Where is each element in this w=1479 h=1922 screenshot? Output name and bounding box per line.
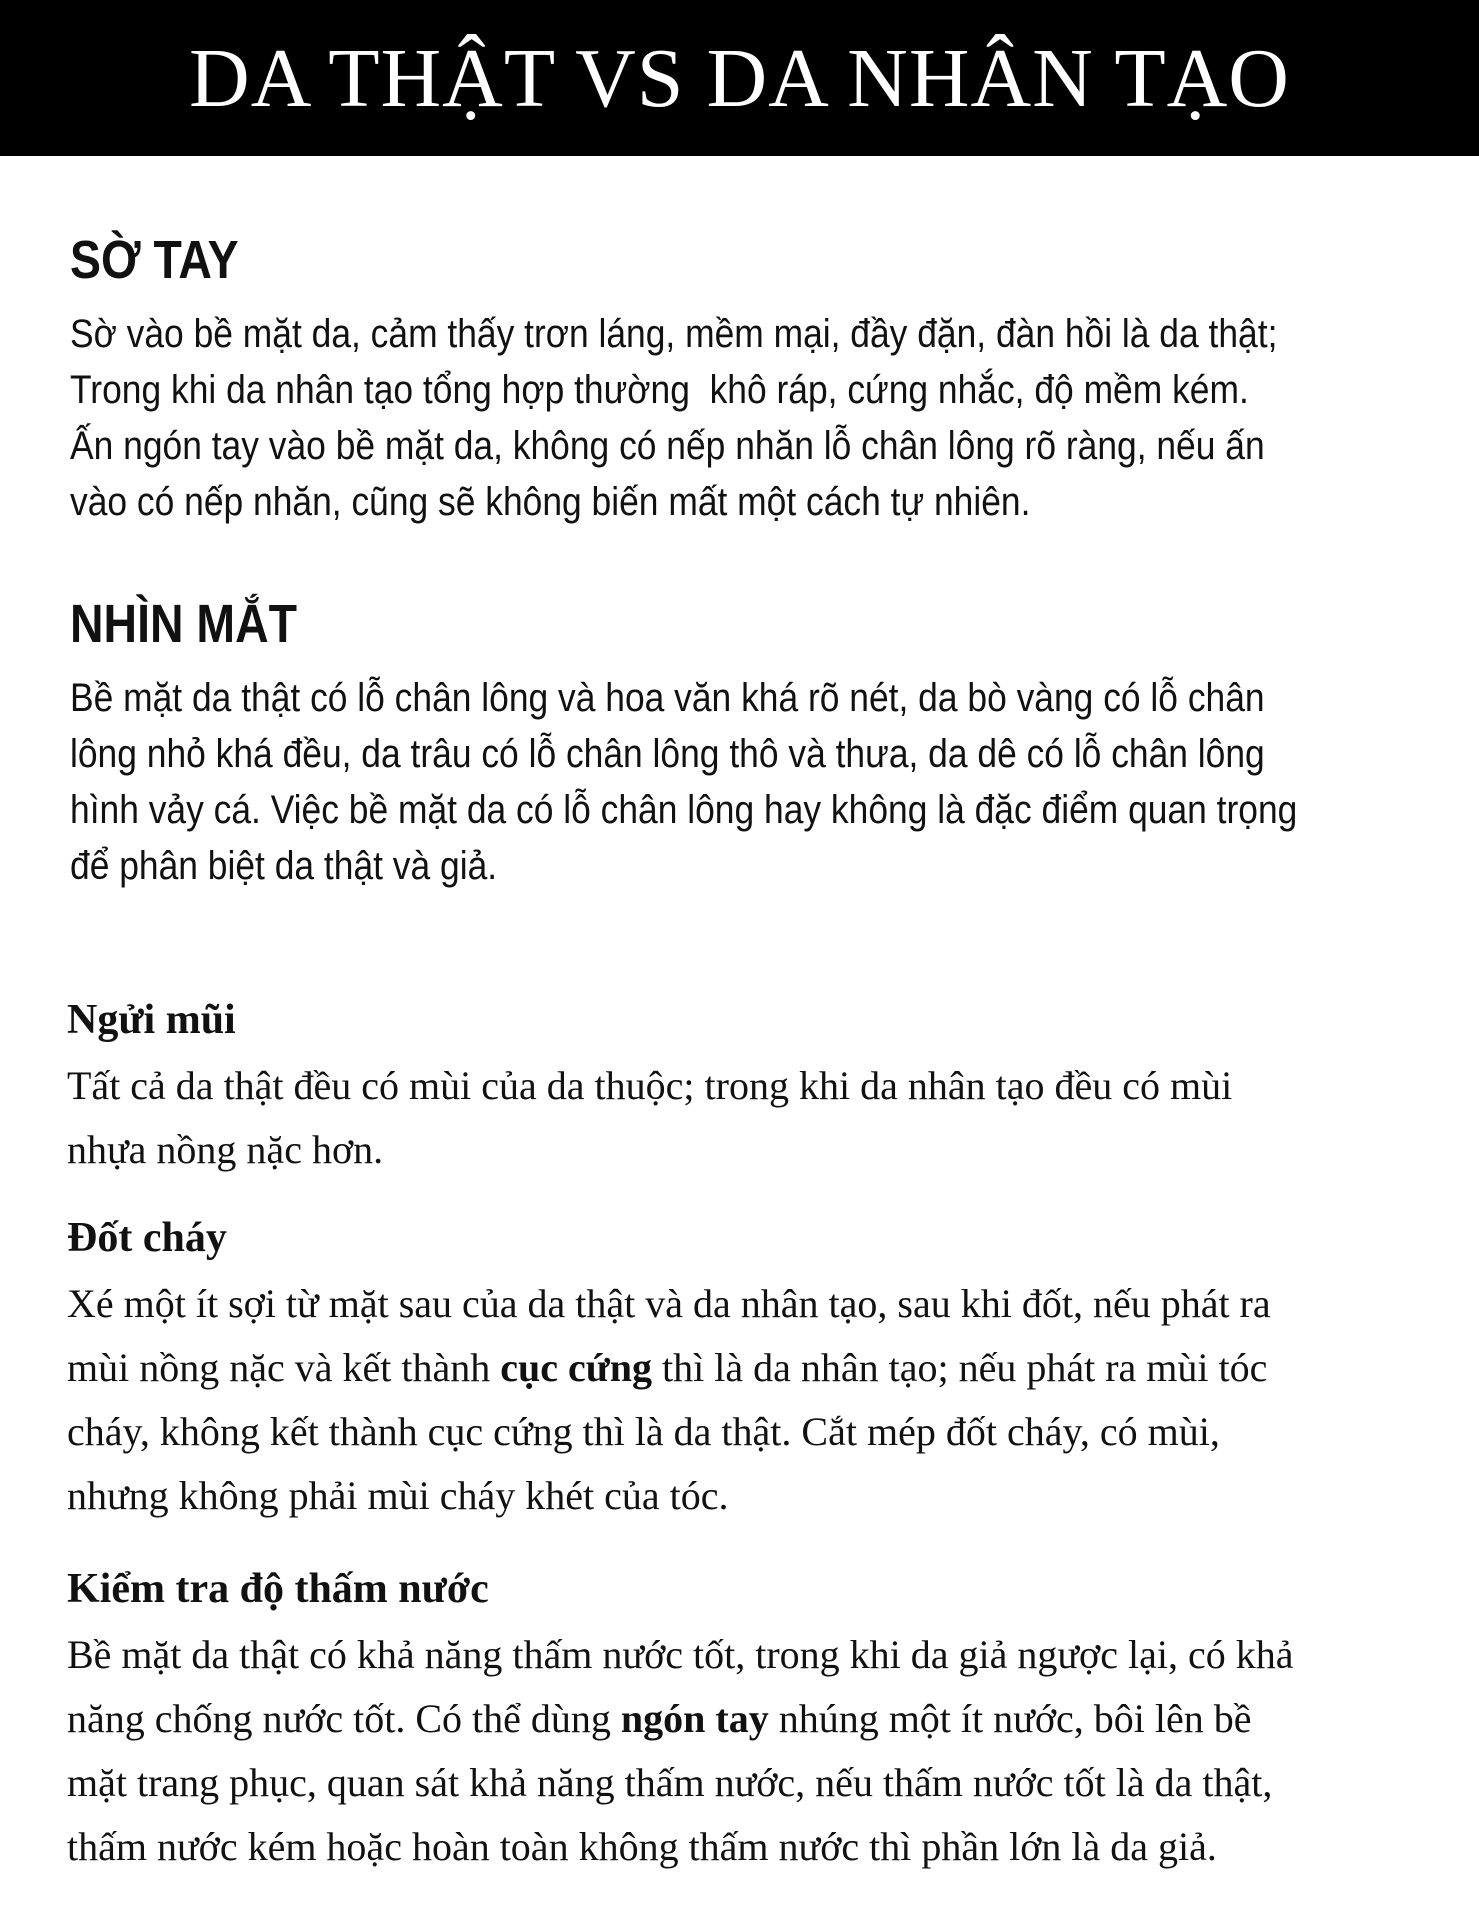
section-heading: SỜ TAY	[70, 230, 239, 290]
paragraph-line: hình vảy cá. Việc bề mặt da có lỗ chân lông hay không là đặc điểm quan trọng	[70, 788, 1298, 832]
text-run: nhúng một ít nước, bôi lên bề	[768, 1696, 1252, 1741]
section-heading: Ngửi mũi	[67, 997, 236, 1043]
section-heading: Đốt cháy	[67, 1215, 227, 1261]
section-burn	[67, 1210, 1271, 1528]
text-run: năng chống nước tốt. Có thể dùng	[67, 1696, 621, 1741]
section-touch	[70, 228, 1479, 530]
paragraph-line: Trong khi da nhân tạo tổng hợp thường khô ráp, cứng nhắc, độ mềm kém.	[70, 368, 1249, 412]
page-title: DA THẬT VS DA NHÂN TẠO	[189, 32, 1290, 125]
paragraph-line: thấm nước kém hoặc hoàn toàn không thấm nước thì phần lớn là da giả.	[67, 1824, 1217, 1869]
paragraph-line: Xé một ít sợi từ mặt sau của da thật và da nhân tạo, sau khi đốt, nếu phát ra	[67, 1281, 1271, 1326]
paragraph-line: để phân biệt da thật và giả.	[70, 844, 498, 888]
bold-emphasis: ngón tay	[620, 1696, 769, 1741]
section-water	[67, 1561, 1293, 1879]
paragraph-line: Bề mặt da thật có khả năng thấm nước tốt, trong khi da giả ngược lại, có khả	[67, 1632, 1294, 1677]
paragraph-line: Sờ vào bề mặt da, cảm thấy trơn láng, mềm mại, đầy đặn, đàn hồi là da thật;	[70, 312, 1278, 356]
paragraph-line	[67, 1336, 1271, 1400]
paragraph-line: nhưng không phải mùi cháy khét của tóc.	[67, 1473, 729, 1518]
title-banner	[0, 0, 1479, 156]
text-run: thì là da nhân tạo; nếu phát ra mùi tóc	[652, 1345, 1268, 1390]
paragraph-line: Ấn ngón tay vào bề mặt da, không có nếp nhăn lỗ chân lông rõ ràng, nếu ấn	[70, 424, 1265, 468]
paragraph-line: cháy, không kết thành cục cứng thì là da thật. Cắt mép đốt cháy, có mùi,	[67, 1409, 1220, 1454]
paragraph-line: lông nhỏ khá đều, da trâu có lỗ chân lông thô và thưa, da dê có lỗ chân lông	[70, 732, 1265, 776]
section-paragraph	[67, 1623, 1293, 1879]
paragraph-line: Bề mặt da thật có lỗ chân lông và hoa văn khá rõ nét, da bò vàng có lỗ chân	[70, 676, 1265, 720]
paragraph-line: vào có nếp nhăn, cũng sẽ không biến mất một cách tự nhiên.	[70, 480, 1031, 524]
paragraph-line: Tất cả da thật đều có mùi của da thuộc; trong khi da nhân tạo đều có mùi	[67, 1063, 1233, 1108]
section-paragraph	[67, 1054, 1232, 1182]
section-heading: Kiểm tra độ thấm nước	[67, 1566, 489, 1612]
bold-emphasis: cục cứng	[500, 1345, 652, 1390]
section-paragraph	[70, 670, 1437, 894]
section-smell	[67, 992, 1232, 1182]
section-heading: NHÌN MẮT	[70, 594, 298, 654]
text-run: mùi nồng nặc và kết thành	[67, 1345, 501, 1390]
paragraph-line: mặt trang phục, quan sát khả năng thấm nước, nếu thấm nước tốt là da thật,	[67, 1760, 1273, 1805]
section-paragraph	[67, 1272, 1271, 1528]
section-paragraph	[70, 306, 1437, 530]
paragraph-line: nhựa nồng nặc hơn.	[67, 1127, 384, 1172]
paragraph-line	[67, 1687, 1293, 1751]
section-look	[70, 592, 1479, 894]
